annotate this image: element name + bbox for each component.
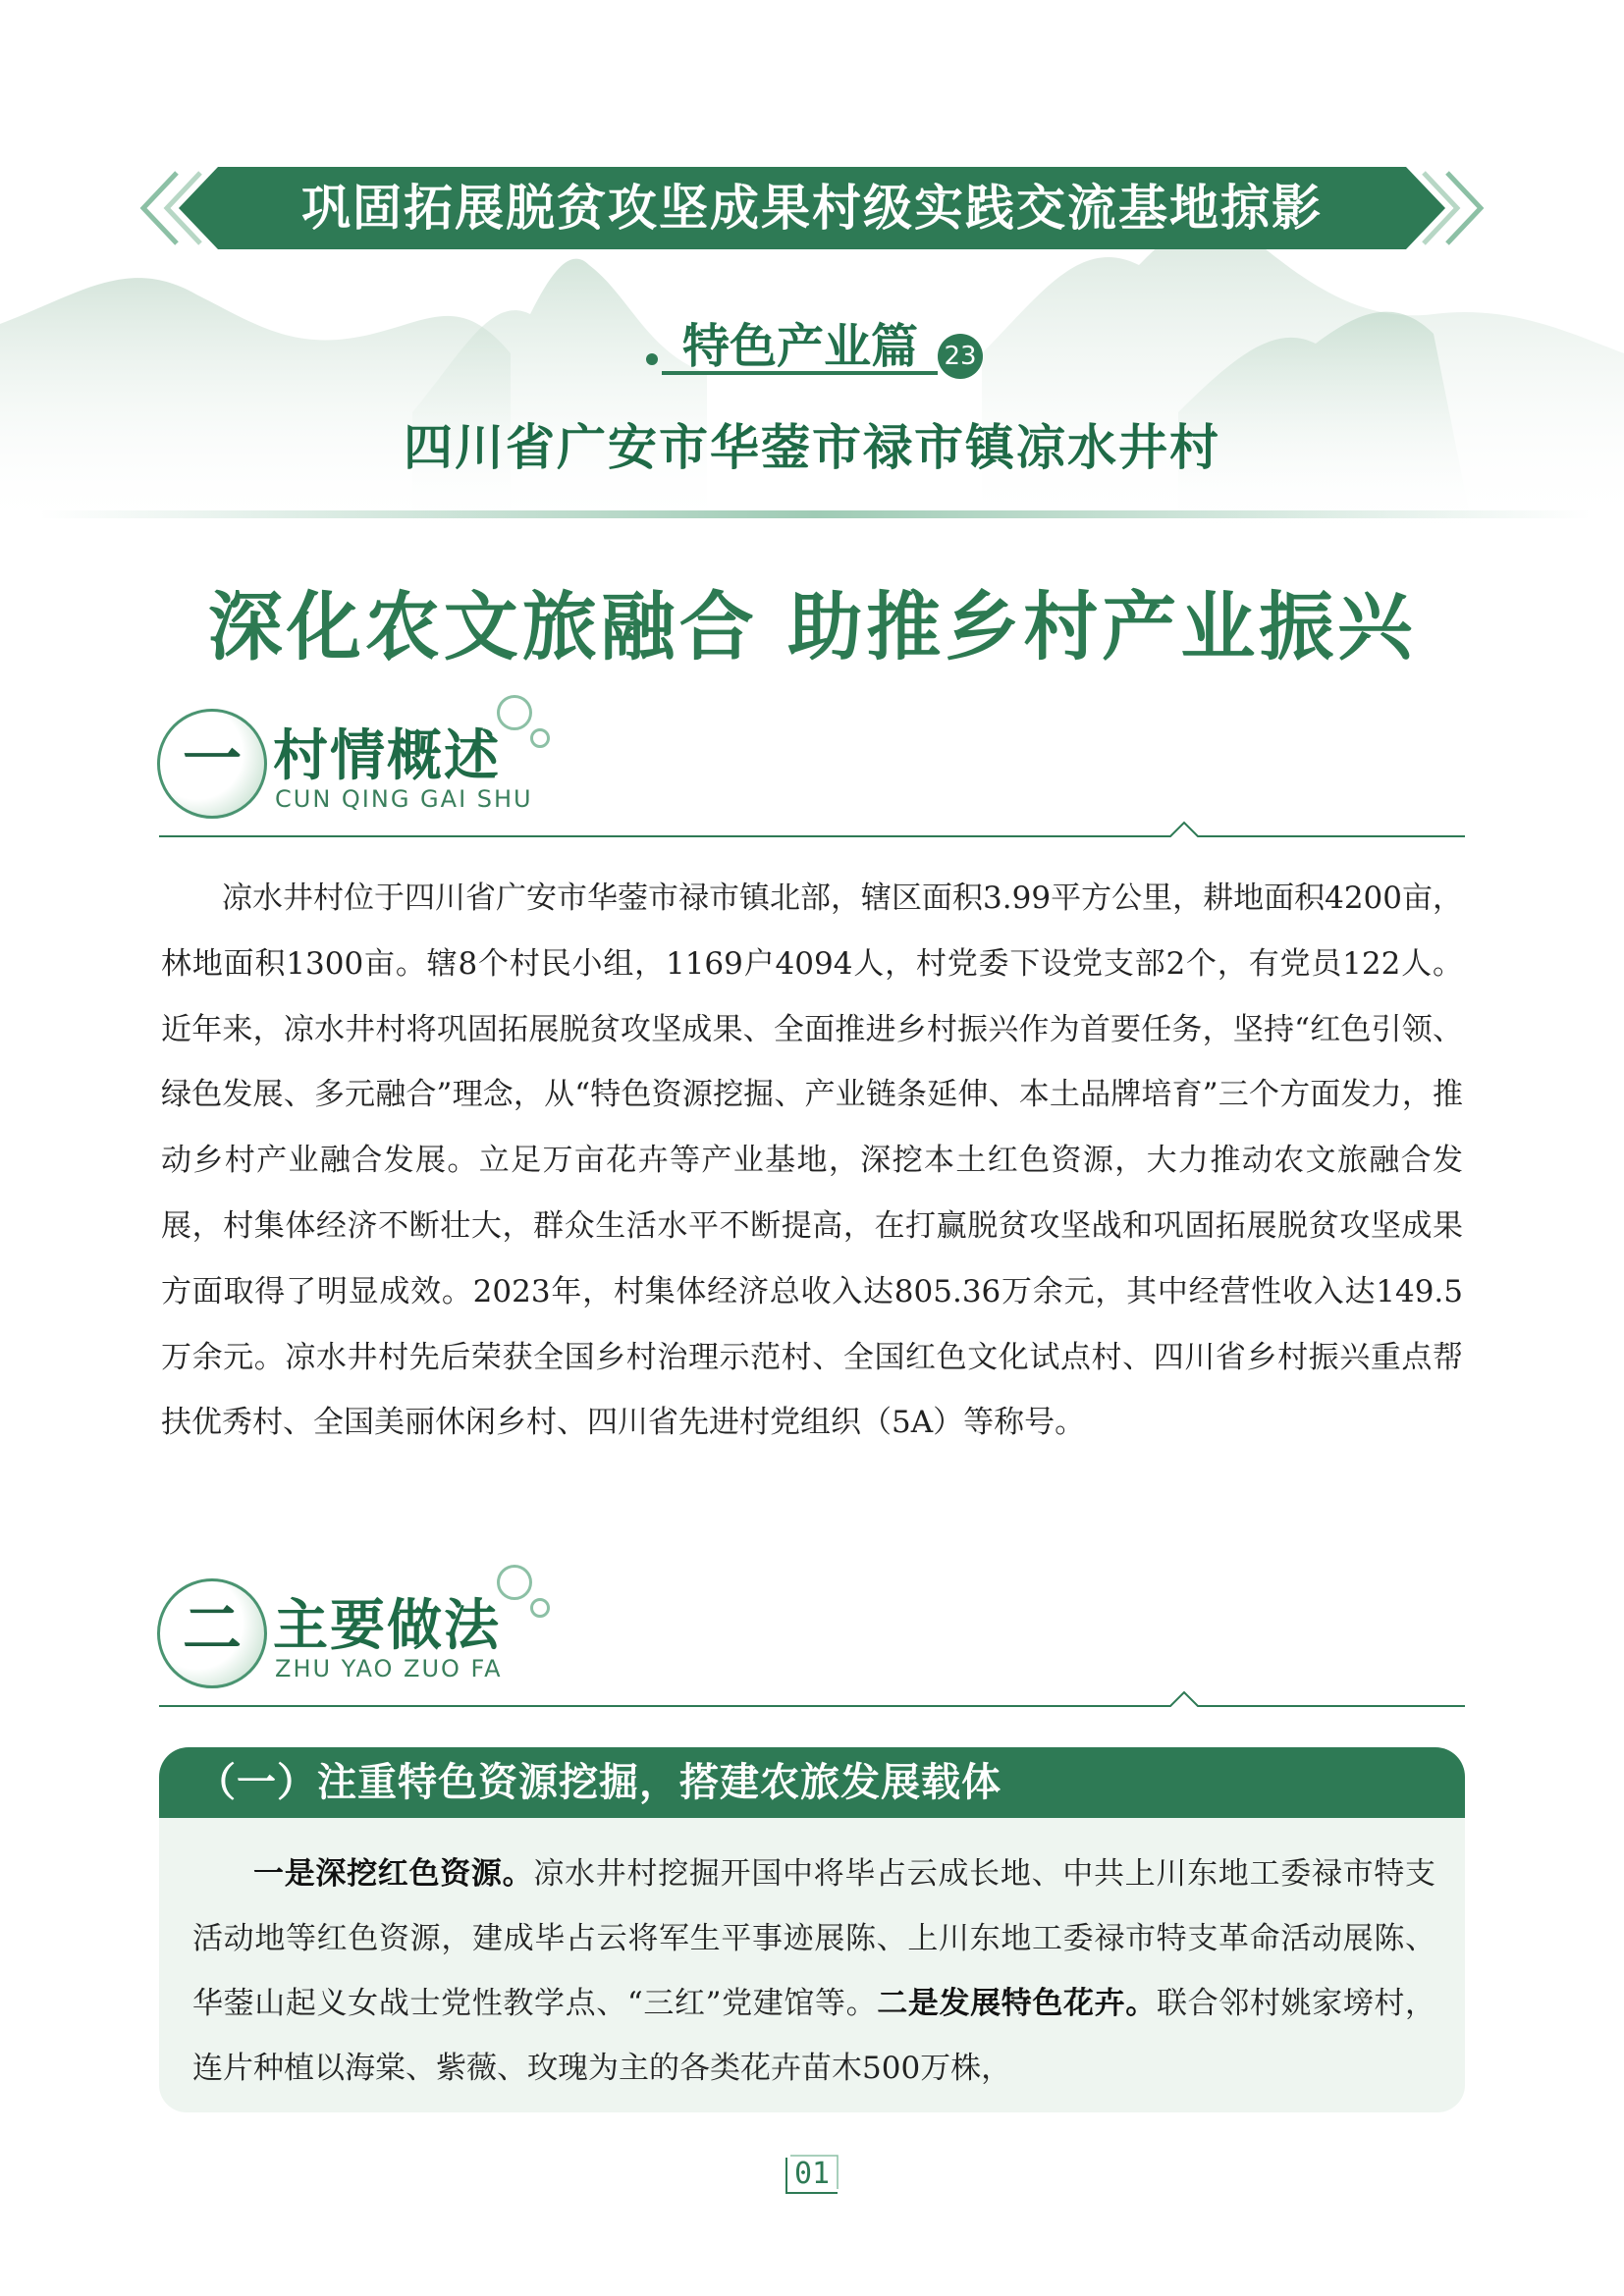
subsection-paragraph (192, 1842, 1435, 2101)
section-title: 村情概述 (273, 724, 501, 788)
lead-phrase: 一是深挖红色资源。 (253, 1856, 534, 1892)
header-divider (39, 510, 1591, 518)
bubble-decoration (497, 695, 532, 730)
bubble-decoration (530, 1598, 550, 1618)
village-name: 四川省广安市华蓥市禄市镇凉水井村 (404, 419, 1220, 476)
bubble-decoration (530, 728, 550, 748)
body-text: 联合邻村姚家塝村，连片种植以海棠、紫薇、玫瑰为主的各类花卉苗木500万株， (192, 1986, 1436, 2086)
section-pinyin: CUN QING GAI SHU (275, 785, 533, 813)
series-number-badge: 23 (938, 334, 983, 379)
page-number: 01 (793, 2157, 831, 2191)
lead-phrase: 二是发展特色花卉。 (877, 1986, 1157, 2021)
banner-title: 巩固拓展脱贫攻坚成果村级实践交流基地掠影 (301, 180, 1323, 237)
section-divider (159, 819, 1465, 840)
section-number: 一 (183, 725, 242, 794)
subsection-title: （一）注重特色资源挖掘，搭建农旅发展载体 (196, 1760, 1001, 1805)
body-text: 凉水井村挖掘开国中将毕占云成长地、中共上川东地工委禄市特支活动地等红色资源，建成毕占云将军生平事迹展陈、上川东地工委禄市特支革命活动展陈、华蓥山起义女战士党性教学点、“三红”党建馆等。 (192, 1856, 1436, 2021)
village-overview-paragraph: 凉水井村位于四川省广安市华蓥市禄市镇北部，辖区面积3.99平方公里，耕地面积4200亩，林地面积1300亩。辖8个村民小组，1169户4094人，村党委下设党支部2个，有党员122人。近年来，凉水井村将巩固拓展脱贫攻坚成果、全面推进乡村振兴作为首要任务，坚持“红色引领、绿色发展、多元融合”理念，从“特色资源挖掘、产业链条延伸、本土品牌培育”三个方面发力，推动乡村产业融合发展。立足万亩花卉等产业基地，深挖本土红色资源，大力推动农文旅融合发展，村集体经济不断壮大，群众生活水平不断提高，在打赢脱贫攻坚战和巩固拓展脱贫攻坚成果方面取得了明显成效。2023年，村集体经济总收入达805.36万余元，其中经营性收入达149.5万余元。凉水井村先后荣获全国乡村治理示范村、全国红色文化试点村、四川省乡村振兴重点帮扶优秀村、全国美丽休闲乡村、四川省先进村党组织（5A）等称号。 (161, 881, 1463, 1441)
section-pinyin: ZHU YAO ZUO FA (275, 1655, 503, 1682)
section-header-2 (157, 1578, 589, 1706)
section-header-1 (157, 709, 589, 836)
bubble-decoration (497, 1565, 532, 1600)
series-label: 特色产业篇 (682, 319, 919, 374)
section-divider (159, 1688, 1465, 1710)
section-title: 主要做法 (273, 1594, 501, 1658)
section-number: 二 (183, 1595, 242, 1664)
main-title: 深化农文旅融合 助推乡村产业振兴 (207, 583, 1417, 670)
